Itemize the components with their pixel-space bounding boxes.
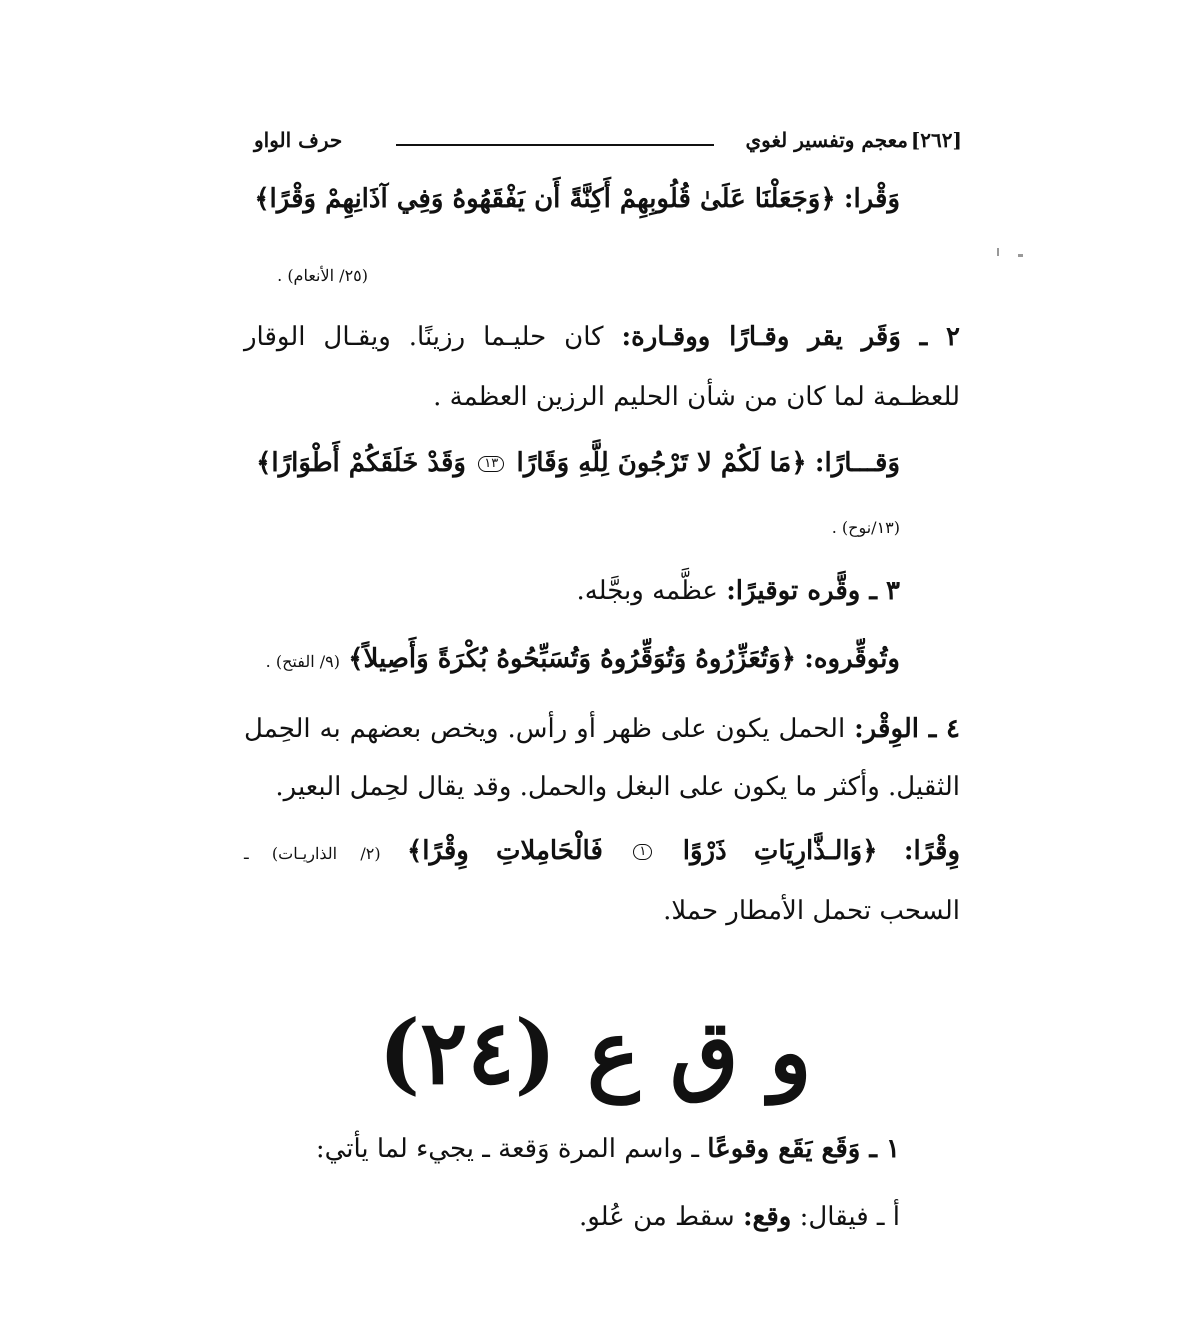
entry-lead: ١ ـ وَقَع يَقَع وقوعًا (707, 1134, 900, 1164)
entry-text: الثقيل. وأكثر ما يكون على البغل والحمل. وقد يقال لحِمل البعير. (275, 772, 960, 802)
quran-verse: ﴿وَالـذَّارِيَاتِ ذَرْوًا (682, 836, 878, 866)
entry-line (254, 184, 900, 214)
verse-reference: (٢٥/ الأنعام) . (277, 266, 368, 285)
entry-line (244, 714, 960, 744)
book-title: معجم وتفسير لغوي (745, 128, 908, 152)
entry-lead: وَقْرا: (843, 184, 900, 214)
verse-reference: (١٣/نوح) . (831, 518, 900, 537)
entry-text: السحب تحمل الأمطار حملا. (663, 896, 960, 926)
entry-text: كان حليـما رزينًا. ويقـال الوقار (244, 322, 604, 352)
quran-verse: ﴿وَجَعَلْنَا عَلَىٰ قُلُوبِهِمْ أَكِنَّةً أَن يَفْقَهُوهُ وَفِي آذَانِهِمْ وَقْرًا﴾ (254, 184, 836, 214)
root-heading: و ق ع (٢٤) (378, 1000, 812, 1104)
entry-bold-term: وقع: (742, 1202, 792, 1232)
entry-line (576, 576, 900, 606)
quran-verse: ﴿مَا لَكُمْ لا تَرْجُونَ لِلَّهِ وَقَارًا (516, 448, 807, 478)
entry-lead: وِقْرًا: (903, 836, 961, 866)
ayah-number-marker: ١ (633, 844, 652, 860)
entry-lead: ٤ ـ الوِقْر: (854, 714, 960, 744)
entry-lead: ٢ ـ وَقَر يقر وقـارًا ووقـارة: (621, 322, 960, 352)
entry-text: سقط من عُلو. (578, 1202, 735, 1232)
entry-lead: أ ـ فيقال: (799, 1202, 900, 1232)
entry-text: عظَّمه وبجَّله. (576, 576, 718, 606)
entry-text: الحمل يكون على ظهر أو رأس. ويخص بعضهم به الحِمل (244, 714, 846, 744)
entry-line (266, 644, 900, 674)
header-rule (396, 144, 714, 146)
entry-text: للعظـمة لما كان من شأن الحليم الرزين العظمة . (433, 382, 960, 412)
entry-lead: وَقـــارًا: (814, 448, 900, 478)
verse-reference: (٩/ الفتح) . (265, 652, 340, 671)
page-number: [٢٦٢] (910, 128, 962, 152)
section-title: حرف الواو (254, 128, 343, 152)
entry-line (316, 1134, 900, 1164)
ayah-number-marker: ١٣ (478, 456, 504, 472)
quran-verse: وَقَدْ خَلَقَكُمْ أَطْوَارًا﴾ (256, 448, 466, 478)
entry-line (244, 322, 960, 352)
entry-lead: ٣ ـ وقَّره توقيرًا: (726, 576, 900, 606)
entry-line (244, 836, 960, 866)
scan-mark (1018, 254, 1023, 257)
quran-verse: فَالْحَامِلاتِ وِقْرًا﴾ (407, 836, 603, 866)
scan-mark (997, 248, 999, 256)
entry-lead: وتُوقِّروه: (804, 644, 900, 674)
quran-verse: ﴿وَتُعَزِّرُوهُ وَتُوَقِّرُوهُ وَتُسَبِّحُوهُ بُكْرَةً وَأَصِيلاً﴾ (348, 644, 796, 674)
verse-reference: (٢/ الذاريـات) ـ (244, 844, 381, 863)
entry-line (579, 1202, 900, 1232)
entry-line (256, 448, 900, 478)
entry-text: ـ واسم المرة وَقعة ـ يجيء لما يأتي: (315, 1134, 700, 1164)
